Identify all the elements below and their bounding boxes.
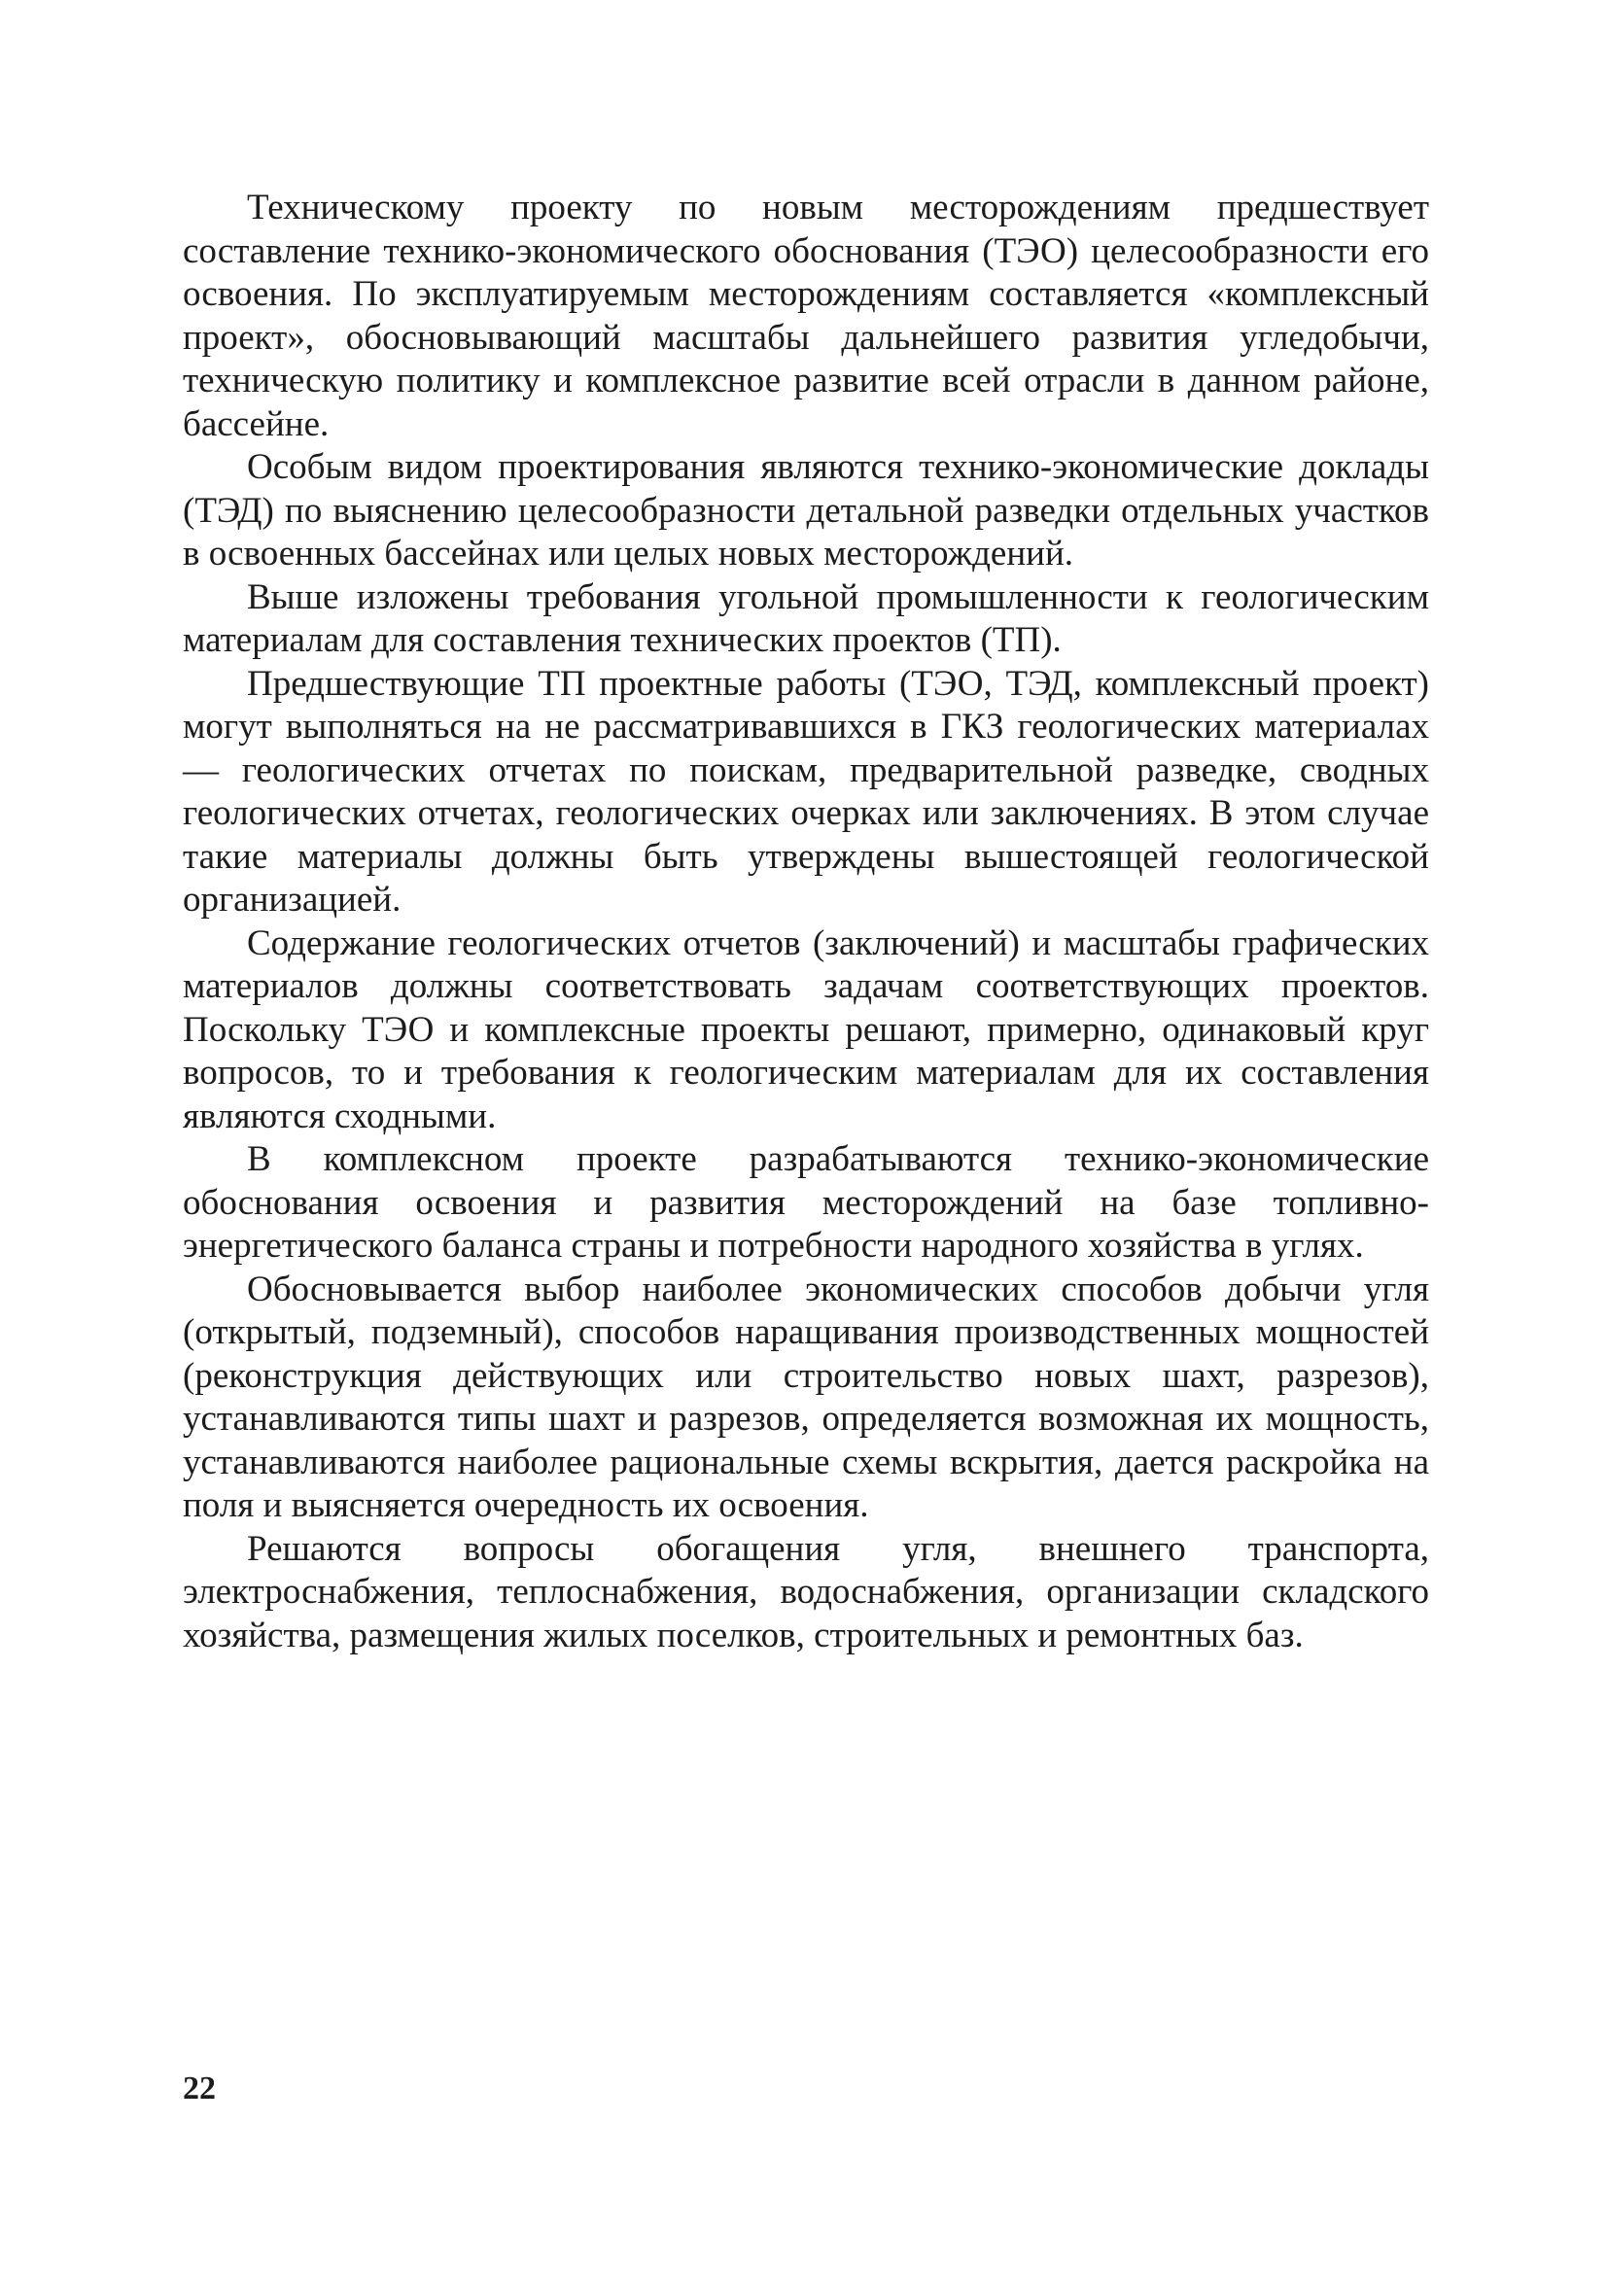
paragraph-3: Выше изложены требования угольной промышленности к геологическим материалам для составления технических проектов (ТП).	[183, 576, 1429, 660]
paragraph-6: В комплексном проекте разрабатываются технико-экономические обоснования освоения и развития месторождений на базе топливно-энергетического баланса страны и потребности народного хозяйства в углях.	[183, 1139, 1429, 1266]
page-number: 22	[183, 2070, 216, 2106]
paragraph-8: Решаются вопросы обогащения угля, внешнего транспорта, электроснабжения, теплоснабжения, водоснабжения, организации складского хозяйства, размещения жилых поселков, строительных и ремонтных баз.	[183, 1528, 1429, 1655]
paragraph-5: Содержание геологических отчетов (заключений) и масштабы графических материалов должны соответствовать задачам соответствующих проектов. Поскольку ТЭО и комплексные проекты решают, примерно, одинаковый круг вопросов, то и требования к геологическим материалам для их составления являются сходными.	[183, 922, 1429, 1136]
paragraph-2: Особым видом проектирования являются технико-экономические доклады (ТЭД) по выяснению целесообразности детальной разведки отдельных участков в освоенных бассейнах или целых новых месторождений.	[183, 447, 1429, 574]
paragraph-1: Техническому проекту по новым месторождениям предшествует составление технико-экономического обоснования (ТЭО) целесообразности его освоения. По эксплуатируемым месторождениям составляется «комплексный проект», обосновывающий масштабы дальнейшего развития угледобычи, техническую политику и комплексное развитие всей отрасли в данном районе, бассейне.	[183, 188, 1429, 444]
body-text	[183, 187, 1429, 1657]
paragraph-7: Обосновывается выбор наиболее экономических способов добычи угля (открытый, подземный), способов наращивания производственных мощностей (реконструкция действующих или строительство новых шахт, разрезов), устанавливаются типы шахт и разрезов, определяется возможная их мощность, устанавливаются наиболее рациональные схемы вскрытия, дается раскройка на поля и выясняется очередность их освоения.	[183, 1269, 1429, 1525]
paragraph-4: Предшествующие ТП проектные работы (ТЭО, ТЭД, комплексный проект) могут выполняться на не рассматривавшихся в ГКЗ геологических материалах — геологических отчетах по поискам, предварительной разведке, сводных геологических отчетах, геологических очерках или заключениях. В этом случае такие материалы должны быть утверждены вышестоящей геологической организацией.	[183, 663, 1429, 920]
